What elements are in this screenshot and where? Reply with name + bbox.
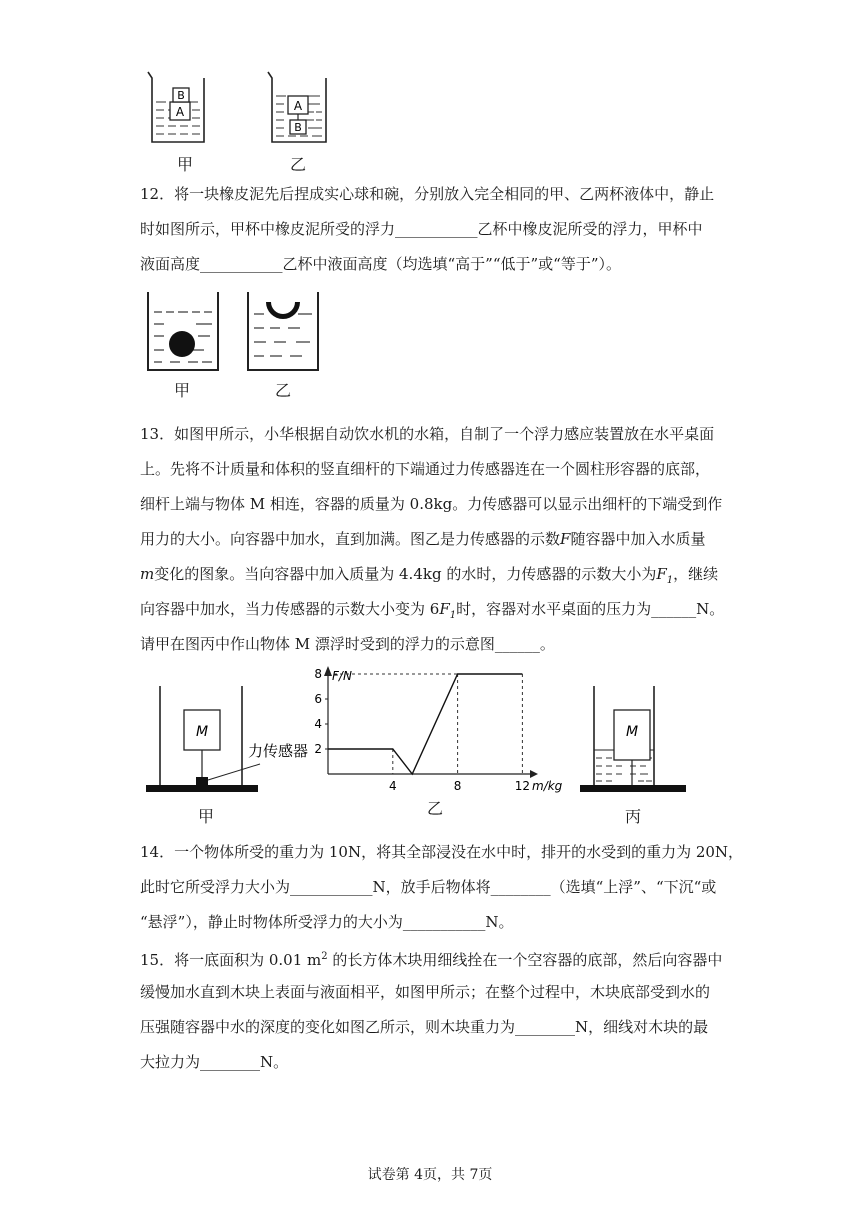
fig12-label-jia: 甲 (174, 381, 191, 400)
block-a-label: A (175, 105, 185, 119)
q15-line-1-b: 的长方体木块用细线拴在一个空容器的底部，然后向容器中 (327, 951, 723, 969)
y-tick-label: 4 (314, 717, 322, 731)
q13-line-6-end: 时，容器对水平桌面的压力为______N。 (456, 600, 725, 618)
force-mass-chart (300, 660, 570, 800)
q13-label-yi: 乙 (427, 799, 444, 818)
beaker-yi (268, 72, 326, 142)
q13-line-4-text: 用力的大小。向容器中加水，直到加满。图乙是力传感器的示数 (140, 530, 561, 548)
block-b-label: B (177, 89, 185, 102)
q15-line-3: 压强随容器中水的深度的变化如图乙所示，则木块重力为________N，细线对木块的最 (140, 1018, 709, 1036)
q13-var-f: F (560, 530, 571, 548)
q13-line-5-end: ，继续 (673, 565, 719, 583)
q12-line-1: 12．将一块橡皮泥先后捏成实心球和碗，分别放入完全相同的甲、乙两杯液体中，静止 (140, 185, 715, 203)
fig12-label-yi: 乙 (275, 381, 292, 400)
block-a-label-2: A (293, 99, 303, 113)
y-tick-label: 6 (314, 692, 322, 706)
force-sensor-label: 力传感器 (248, 742, 309, 760)
x-tick-label: 4 (388, 779, 397, 793)
q13-label-bing: 丙 (625, 807, 642, 826)
q15-sup: 2 (321, 951, 328, 962)
q13-var-m: m (140, 565, 155, 583)
object-m-label-bing: M (625, 724, 639, 740)
q13-line-6 (140, 599, 724, 626)
q13-line-6-text: 向容器中加水，当力传感器的示数大小变为 6 (140, 600, 440, 618)
beaker-figure-11 (140, 68, 350, 148)
x-tick-label: 8 (453, 779, 462, 793)
block-b-label-2: B (294, 121, 302, 134)
q13-line-7: 请甲在图丙中作山物体 M 漂浮时受到的浮力的示意图______。 (140, 635, 555, 653)
q13-var-6f1: F (439, 600, 450, 618)
q14-line-1: 14．一个物体所受的重力为 10N，将其全部浸没在水中时，排开的水受到的重力为 20N， (140, 843, 744, 861)
cup-figure-12 (140, 290, 340, 374)
fig11-label-yi: 乙 (290, 155, 307, 174)
beaker-jia (148, 72, 204, 142)
page-footer: 试卷第 4页，共 7页 (367, 1167, 493, 1183)
q13-line-3: 细杆上端与物体 M 相连，容器的质量为 0.8kg。力传感器可以显示出细杆的下端受到作 (140, 495, 723, 513)
y-axis-label: F/N (332, 669, 352, 683)
x-axis-arrow (530, 770, 538, 778)
series-line (328, 674, 522, 774)
q15-line-1 (140, 947, 722, 970)
y-tick-label: 8 (314, 667, 322, 681)
q13-label-jia: 甲 (198, 807, 215, 826)
cup-yi-with-bowl (248, 292, 318, 370)
q12-line-3: 液面高度___________乙杯中液面高度（均选填“高于”“低于”或“等于”）。 (140, 255, 622, 273)
q15-line-2: 缓慢加水直到木块上表面与液面相平，如图甲所示；在整个过程中，木块底部受到水的 (140, 983, 711, 1001)
q13-line-4 (140, 529, 705, 549)
x-axis-label: m/kg (532, 779, 563, 793)
q13-line-1: 13．如图甲所示，小华根据自动饮水机的水箱，自制了一个浮力感应装置放在水平桌面 (140, 425, 715, 443)
q13-var-6f1-sub: 1 (449, 610, 457, 621)
q13-fig-jia (144, 684, 324, 800)
y-tick-label: 2 (314, 742, 322, 756)
q13-line-5 (140, 564, 718, 591)
q15-line-4: 大拉力为________N。 (140, 1053, 289, 1071)
object-m-label-jia: M (195, 724, 209, 740)
q14-line-3: “悬浮”），静止时物体所受浮力的大小为___________N。 (140, 913, 514, 931)
q13-line-5-text: 变化的图象。当向容器中加入质量为 4.4kg 的水时，力传感器的示数大小为 (154, 565, 657, 583)
x-tick-label: 12 (514, 779, 531, 793)
q13-var-f1: F (656, 565, 667, 583)
q12-line-2: 时如图所示，甲杯中橡皮泥所受的浮力___________乙杯中橡皮泥所受的浮力，甲杯中 (140, 220, 703, 238)
cup-jia-with-ball (148, 292, 218, 370)
q13-fig-bing (578, 684, 688, 800)
q15-line-1-a: 15．将一底面积为 0.01 m (140, 951, 322, 969)
fig11-label-jia: 甲 (177, 155, 194, 174)
q13-var-f1-sub: 1 (666, 575, 674, 586)
q13-line-2: 上。先将不计质量和体积的竖直细杆的下端通过力传感器连在一个圆柱形容器的底部， (140, 460, 711, 478)
q14-line-2: 此时它所受浮力大小为___________N，放手后物体将________（选填“上浮”、“下沉“或 (140, 878, 717, 896)
q13-line-4-end: 随容器中加入水质量 (570, 530, 706, 548)
